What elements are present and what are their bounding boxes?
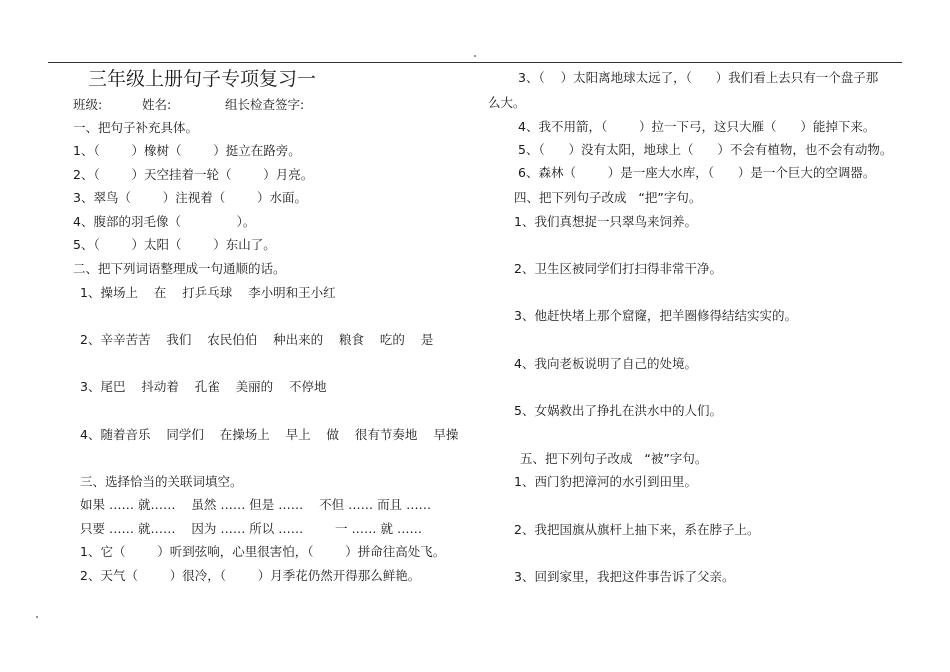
scan-dot-top xyxy=(474,55,476,57)
s3-item-3-wrap: 么大。 xyxy=(488,95,526,110)
s4-item-3: 3、他赶快堵上那个窟窿，把羊圈修得结结实实的。 xyxy=(514,308,797,323)
s1-item-5: 5、（ ）太阳（ ）东山了。 xyxy=(73,237,276,252)
header-rule xyxy=(48,62,902,63)
s1-item-4: 4、腹部的羽毛像（ ）。 xyxy=(73,214,256,229)
section-3-heading: 三、选择恰当的关联词填空。 xyxy=(80,474,243,489)
s2-item-2: 2、辛辛苦苦 我们 农民伯伯 种出来的 粮食 吃的 是 xyxy=(80,332,434,347)
s3-item-1: 1、它（ ）听到弦响，心里很害怕，（ ）拼命往高处飞。 xyxy=(80,544,446,559)
s4-item-1: 1、我们真想捉一只翠鸟来饲养。 xyxy=(514,214,697,229)
name-label: 姓名: xyxy=(142,97,172,112)
section-2-heading: 二、把下列词语整理成一句通顺的话。 xyxy=(73,261,286,276)
check-signature-label: 组长检查签字: xyxy=(225,97,305,112)
s4-item-5: 5、女娲救出了挣扎在洪水中的人们。 xyxy=(514,403,722,418)
s5-item-2: 2、我把国旗从旗杆上抽下来，系在脖子上。 xyxy=(514,522,760,537)
s2-item-1: 1、操场上 在 打乒乓球 李小明和王小红 xyxy=(80,285,336,300)
s3-item-4: 4、我不用箭，（ ）拉一下弓，这只大雁（ ）能掉下来。 xyxy=(518,119,876,134)
s3-item-5: 5、（ ）没有太阳，地球上（ ）不会有植物，也不会有动物。 xyxy=(518,142,893,157)
section-5-heading: 五、把下列句子改成 “被”字句。 xyxy=(520,451,708,466)
s3-item-2: 2、天气（ ）很冷，（ ）月季花仍然开得那么鲜艳。 xyxy=(80,568,421,583)
s5-item-1: 1、西门豹把漳河的水引到田里。 xyxy=(514,474,697,489)
scan-dot-bottom xyxy=(36,616,38,618)
s2-item-4: 4、随着音乐 同学们 在操场上 早上 做 很有节奏地 早操 xyxy=(80,427,459,442)
s2-item-3: 3、尾巴 抖动着 孔雀 美丽的 不停地 xyxy=(80,379,327,394)
s5-item-3: 3、回到家里，我把这件事告诉了父亲。 xyxy=(514,569,735,584)
s3-conjunctions-1: 如果 …… 就…… 虽然 …… 但是 …… 不但 …… 而且 …… xyxy=(80,497,432,512)
s4-item-4: 4、我向老板说明了自己的处境。 xyxy=(514,356,697,371)
s3-item-3: 3、（ ）太阳离地球太远了，（ ）我们看上去只有一个盘子那 xyxy=(518,70,879,85)
s3-conjunctions-2: 只要 …… 就…… 因为 …… 所以 …… 一 …… 就 …… xyxy=(80,521,422,536)
page-title: 三年级上册句子专项复习一 xyxy=(88,68,317,90)
s1-item-2: 2、（ ）天空挂着一轮（ ）月亮。 xyxy=(73,167,314,182)
class-label: 班级: xyxy=(73,97,103,112)
s4-item-2: 2、卫生区被同学们打扫得非常干净。 xyxy=(514,261,722,276)
s1-item-3: 3、翠鸟（ ）注视着（ ）水面。 xyxy=(73,190,308,205)
s3-item-6: 6、森林（ ）是一座大水库，（ ）是一个巨大的空调器。 xyxy=(518,165,876,180)
s1-item-1: 1、（ ）橡树（ ）挺立在路旁。 xyxy=(73,143,301,158)
section-4-heading: 四、把下列句子改成 “把”字句。 xyxy=(514,190,702,205)
section-1-heading: 一、把句子补充具体。 xyxy=(73,120,199,135)
